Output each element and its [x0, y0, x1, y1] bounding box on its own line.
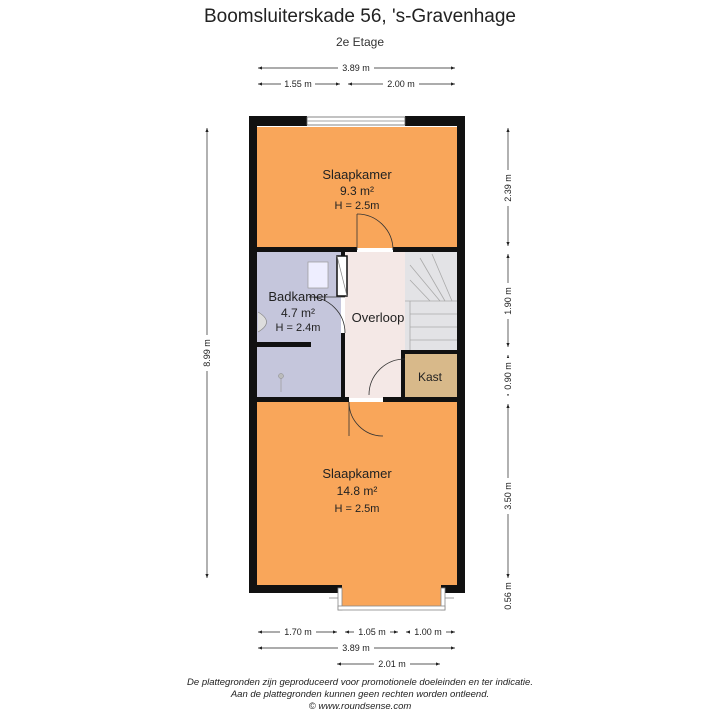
dimension-right-5 — [502, 578, 514, 614]
svg-text:3.89 m: 3.89 m — [342, 63, 370, 73]
svg-text:1.90 m: 1.90 m — [503, 287, 513, 315]
svg-text:2.00 m: 2.00 m — [387, 79, 415, 89]
svg-text:2.39 m: 2.39 m — [503, 174, 513, 202]
svg-text:9.3 m²: 9.3 m² — [339, 184, 375, 198]
svg-text:H = 2.5m: H = 2.5m — [334, 200, 380, 212]
svg-text:Slaapkamer: Slaapkamer — [322, 167, 392, 182]
dimension-bottom-mid — [345, 626, 398, 637]
svg-text:1.00 m: 1.00 m — [414, 627, 442, 637]
floor-label: 2e Etage — [335, 35, 385, 49]
disclaimer-line-2: Aan de plattegronden kunnen geen rechten worden ontleend. — [230, 689, 490, 700]
landing-fill — [345, 252, 405, 398]
dimension-right-1 — [502, 128, 514, 246]
svg-text:1.70 m: 1.70 m — [284, 627, 312, 637]
room-closet-label: Kast — [417, 370, 443, 384]
dimension-top-left — [258, 78, 340, 89]
dimension-left-total — [201, 128, 213, 578]
top-window — [307, 117, 405, 125]
svg-text:4.7 m²: 4.7 m² — [280, 306, 316, 320]
dimension-bottom-right — [406, 626, 455, 637]
bay-fill — [342, 586, 441, 608]
room-landing-label: Overloop — [351, 310, 405, 325]
svg-text:2.01 m: 2.01 m — [378, 659, 406, 669]
copyright-link[interactable]: © www.roundsense.com — [308, 701, 412, 712]
dimension-bottom-left — [258, 626, 337, 637]
svg-text:H = 2.5m: H = 2.5m — [334, 503, 380, 515]
svg-text:Badkamer: Badkamer — [268, 289, 328, 304]
page-title: Boomsluiterskade 56, 's-Gravenhage — [203, 6, 516, 27]
dimension-right-4 — [502, 404, 514, 578]
svg-text:3.50 m: 3.50 m — [503, 482, 513, 510]
dimension-bottom-total — [258, 642, 455, 653]
dimension-top-total — [258, 62, 455, 73]
disclaimer-line-1: De plattegronden zijn geproduceerd voor promotionele doeleinden en ter indicatie. — [187, 677, 533, 688]
svg-text:3.89 m: 3.89 m — [342, 643, 370, 653]
svg-text:0.56 m: 0.56 m — [503, 582, 513, 610]
dimension-bottom-bay — [337, 658, 440, 669]
svg-text:0.90 m: 0.90 m — [503, 362, 513, 390]
svg-text:1.55 m: 1.55 m — [284, 79, 312, 89]
svg-text:1.05 m: 1.05 m — [358, 627, 386, 637]
svg-text:H = 2.4m: H = 2.4m — [275, 322, 321, 334]
svg-text:Slaapkamer: Slaapkamer — [322, 466, 392, 481]
svg-text:14.8 m²: 14.8 m² — [336, 484, 378, 498]
dimension-right-2 — [502, 254, 514, 347]
svg-text:8.99 m: 8.99 m — [202, 339, 212, 367]
dimension-top-right — [348, 78, 455, 89]
dimension-right-3 — [502, 355, 514, 396]
